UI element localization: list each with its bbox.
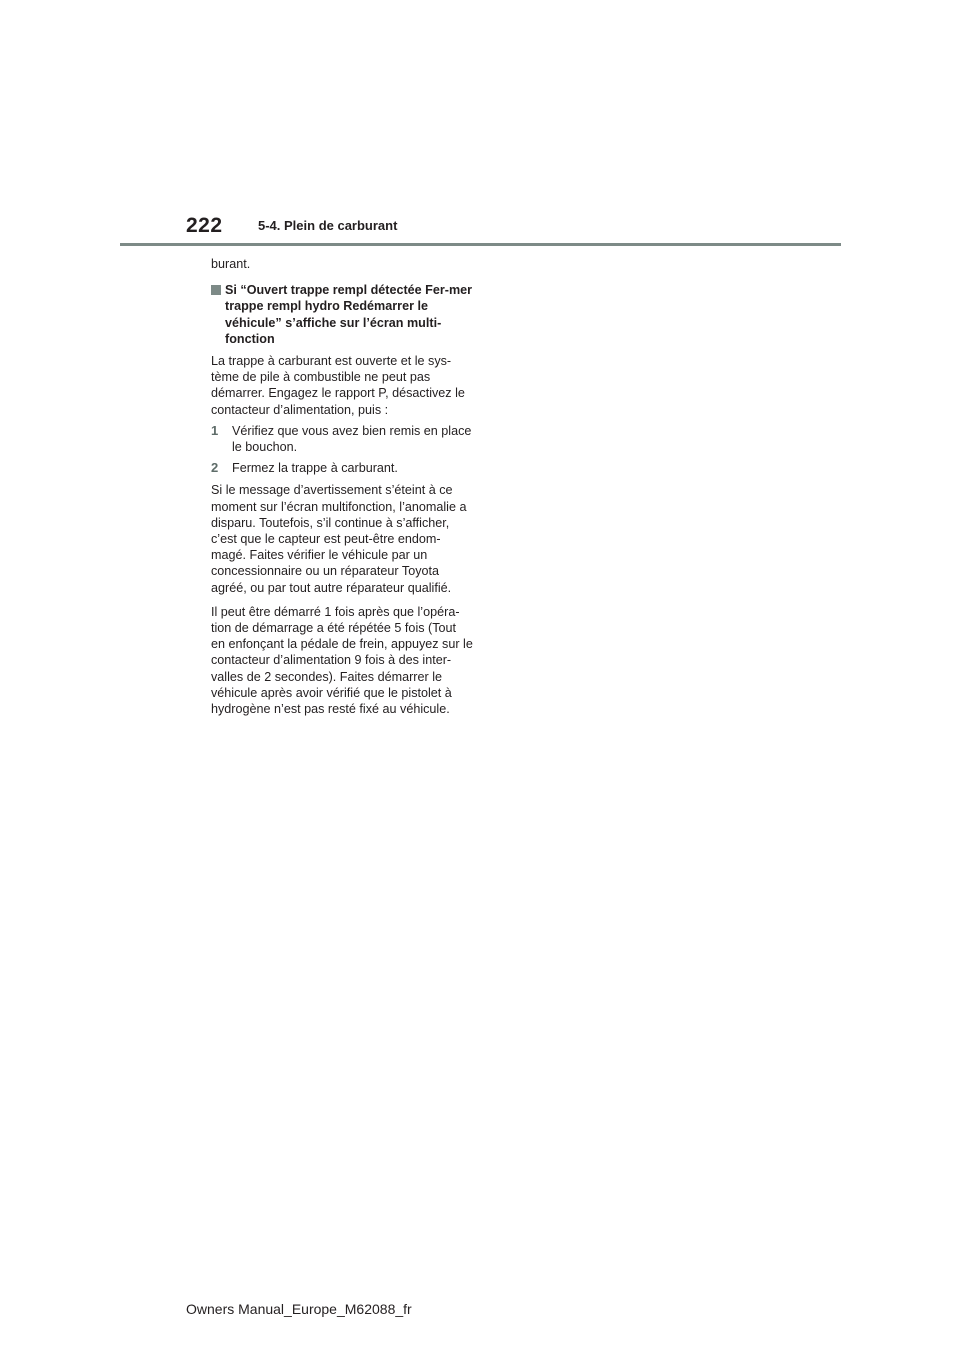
subsection-heading [211,282,473,347]
square-bullet-icon [211,285,221,295]
header-rule [120,243,841,246]
step-number: 1 [211,422,219,438]
step-item [211,423,473,455]
step-number: 2 [211,460,219,476]
step-item [211,460,473,476]
page-number: 222 [186,214,223,237]
main-content [211,256,473,717]
subsection-heading-text: Si “Ouvert trappe rempl détectée Fer-mer trappe rempl hydro Redémarrer le véhicule” s’affiche sur l’écran multi-fonction [225,283,473,346]
continuation-text: burant. [211,257,251,271]
section-title: 5-4. Plein de carburant [258,218,398,233]
intro-paragraph: La trappe à carburant est ouverte et le sys-tème de pile à combustible ne peut pas démarrer. Engagez le rapport P, désactivez le contacteur d’alimentation, puis : [211,354,465,417]
footer-text: Owners Manual_Europe_M62088_fr [186,1301,412,1317]
step-text: Fermez la trappe à carburant. [232,461,398,476]
body-paragraph: Si le message d’avertissement s’éteint à ce moment sur l’écran multifonction, l’anomalie a disparu. Toutefois, s’il continue à s’afficher, c’est que le capteur est peut-être endom-magé. Faites vérifier le véhicule par un concessionnaire ou un réparateur Toyota agréé, ou par tout autre réparateur qualifié. [211,483,467,595]
body-paragraph: Il peut être démarré 1 fois après que l’opéra-tion de démarrage a été répétée 5 fois (Tout en enfonçant la pédale de frein, appuyez sur le contacteur d’alimentation 9 fois à des inter-valles de 2 secondes). Faites démarrer le véhicule après avoir vérifié que le pistolet à hydrogène n’est pas resté fixé au véhicule. [211,604,473,717]
step-text: Vérifiez que vous avez bien remis en place le bouchon. [232,423,472,455]
